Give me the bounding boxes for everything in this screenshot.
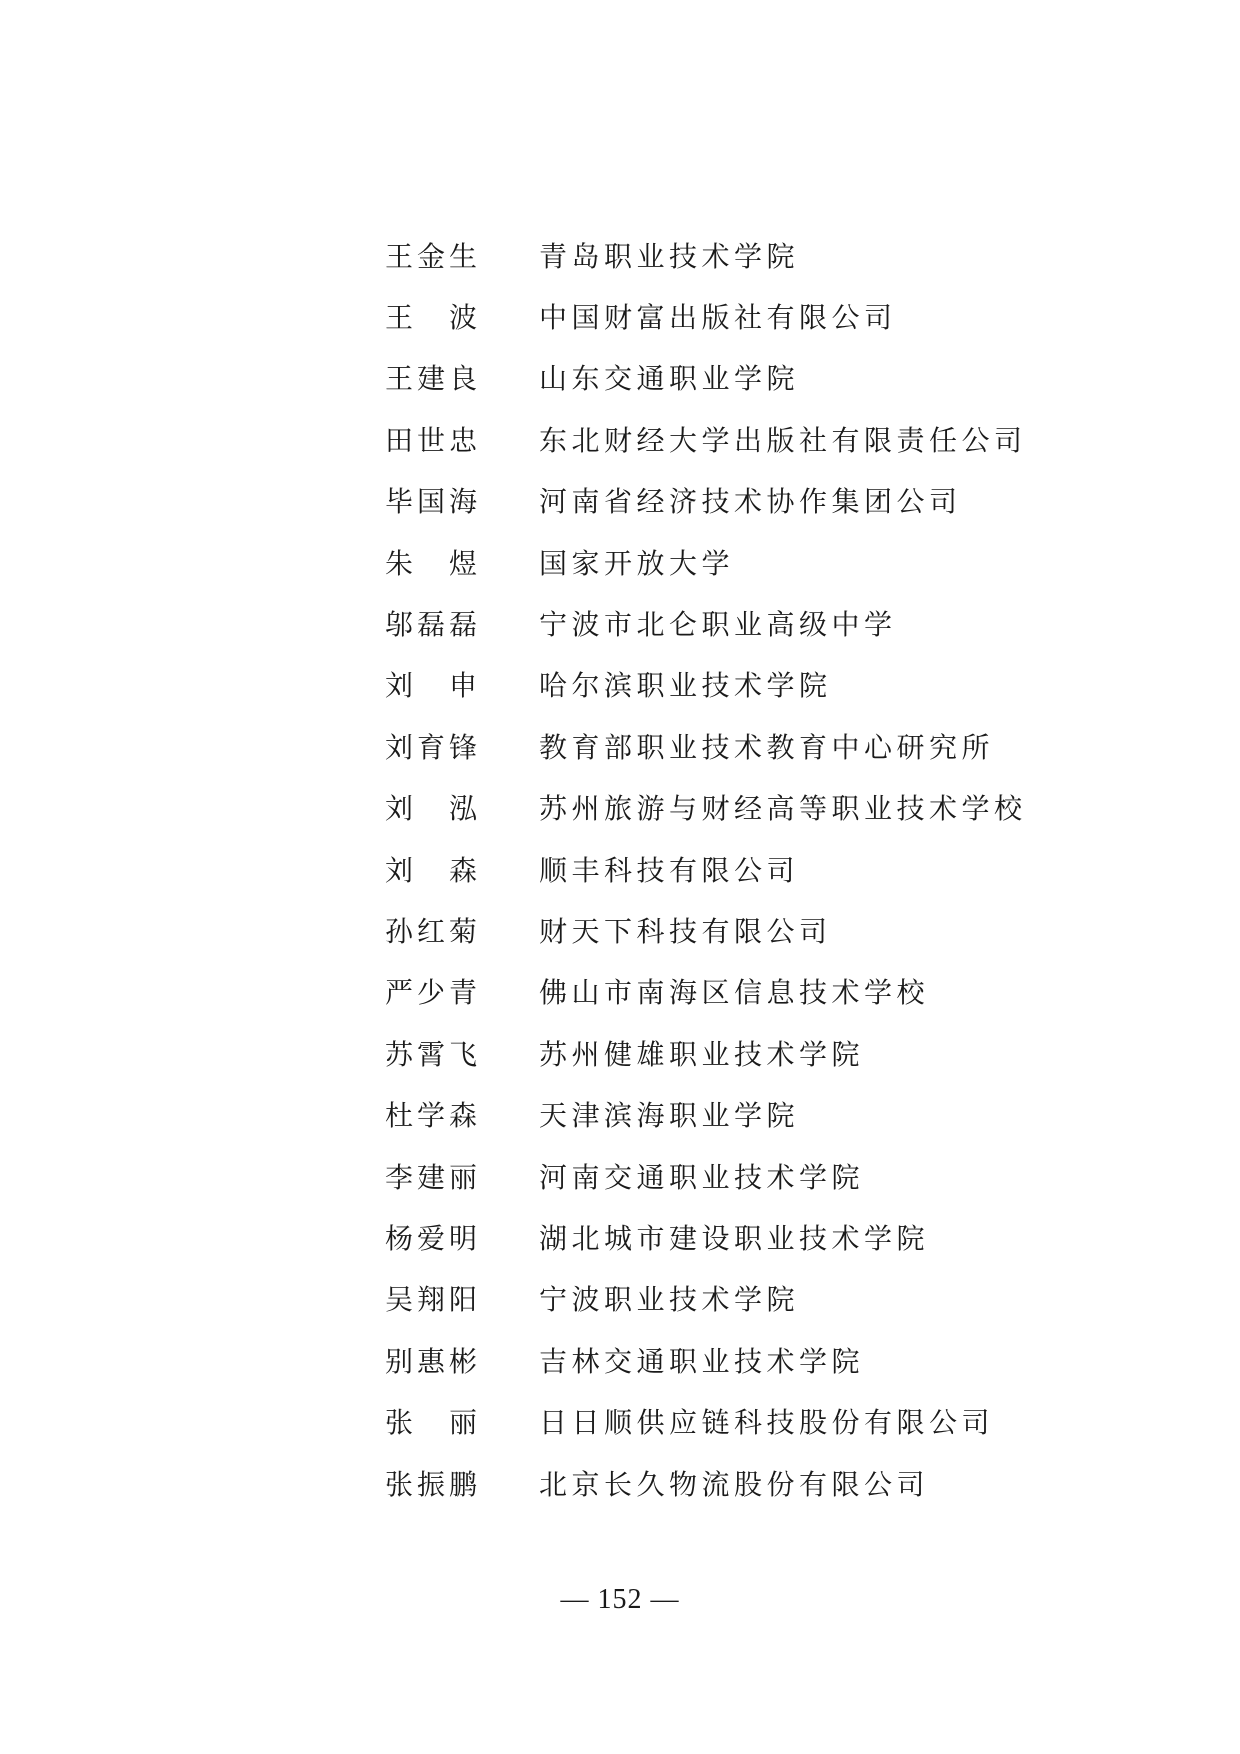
list-item (385, 1022, 1085, 1083)
list-item (385, 285, 1085, 346)
list-item (385, 1390, 1085, 1451)
member-organization: 河南省经济技术协作集团公司 (539, 485, 962, 519)
member-name: 杜学森 (385, 1099, 482, 1133)
member-name: 邬磊磊 (385, 608, 482, 642)
member-organization: 教育部职业技术教育中心研究所 (539, 730, 995, 764)
member-name: 刘 森 (385, 853, 482, 887)
member-organization: 国家开放大学 (539, 546, 735, 580)
list-item (385, 531, 1085, 592)
member-name: 刘 泓 (385, 792, 482, 826)
member-name: 朱 煜 (385, 546, 482, 580)
member-organization: 宁波职业技术学院 (539, 1283, 800, 1317)
list-item (385, 1329, 1085, 1390)
member-organization: 北京长久物流股份有限公司 (539, 1467, 930, 1501)
list-item (385, 1145, 1085, 1206)
member-organization: 顺丰科技有限公司 (539, 853, 800, 887)
member-name: 吴翔阳 (385, 1283, 482, 1317)
member-organization: 佛山市南海区信息技术学校 (539, 976, 930, 1010)
member-organization: 湖北城市建设职业技术学院 (539, 1221, 930, 1255)
member-list (385, 224, 1085, 1513)
member-organization: 苏州健雄职业技术学院 (539, 1037, 865, 1071)
list-item (385, 347, 1085, 408)
member-name: 苏霄飞 (385, 1037, 482, 1071)
member-name: 孙红菊 (385, 914, 482, 948)
member-name: 王 波 (385, 301, 482, 335)
member-organization: 财天下科技有限公司 (539, 914, 832, 948)
list-item (385, 899, 1085, 960)
list-item (385, 961, 1085, 1022)
page-number: — 152 — (560, 1584, 680, 1615)
member-organization: 宁波市北仑职业高级中学 (539, 608, 897, 642)
list-item (385, 1452, 1085, 1513)
member-name: 毕国海 (385, 485, 482, 519)
list-item (385, 1206, 1085, 1267)
member-name: 杨爱明 (385, 1221, 482, 1255)
member-organization: 青岛职业技术学院 (539, 239, 800, 273)
list-item (385, 224, 1085, 285)
member-organization: 中国财富出版社有限公司 (539, 301, 897, 335)
member-name: 王建良 (385, 362, 482, 396)
member-organization: 吉林交通职业技术学院 (539, 1344, 865, 1378)
member-name: 张 丽 (385, 1406, 482, 1440)
member-organization: 河南交通职业技术学院 (539, 1160, 865, 1194)
list-item (385, 592, 1085, 653)
member-organization: 日日顺供应链科技股份有限公司 (539, 1406, 995, 1440)
list-item (385, 1083, 1085, 1144)
list-item (385, 715, 1085, 776)
member-name: 张振鹏 (385, 1467, 482, 1501)
member-organization: 天津滨海职业学院 (539, 1099, 800, 1133)
member-organization: 哈尔滨职业技术学院 (539, 669, 832, 703)
list-item (385, 470, 1085, 531)
member-organization: 东北财经大学出版社有限责任公司 (539, 423, 1027, 457)
list-item (385, 408, 1085, 469)
list-item (385, 777, 1085, 838)
member-name: 李建丽 (385, 1160, 482, 1194)
member-name: 严少青 (385, 976, 482, 1010)
member-name: 刘育锋 (385, 730, 482, 764)
list-item (385, 1268, 1085, 1329)
list-item (385, 654, 1085, 715)
list-item (385, 838, 1085, 899)
member-name: 别惠彬 (385, 1344, 482, 1378)
member-name: 田世忠 (385, 423, 482, 457)
member-organization: 山东交通职业学院 (539, 362, 800, 396)
member-name: 王金生 (385, 239, 482, 273)
member-name: 刘 申 (385, 669, 482, 703)
member-organization: 苏州旅游与财经高等职业技术学校 (539, 792, 1027, 826)
